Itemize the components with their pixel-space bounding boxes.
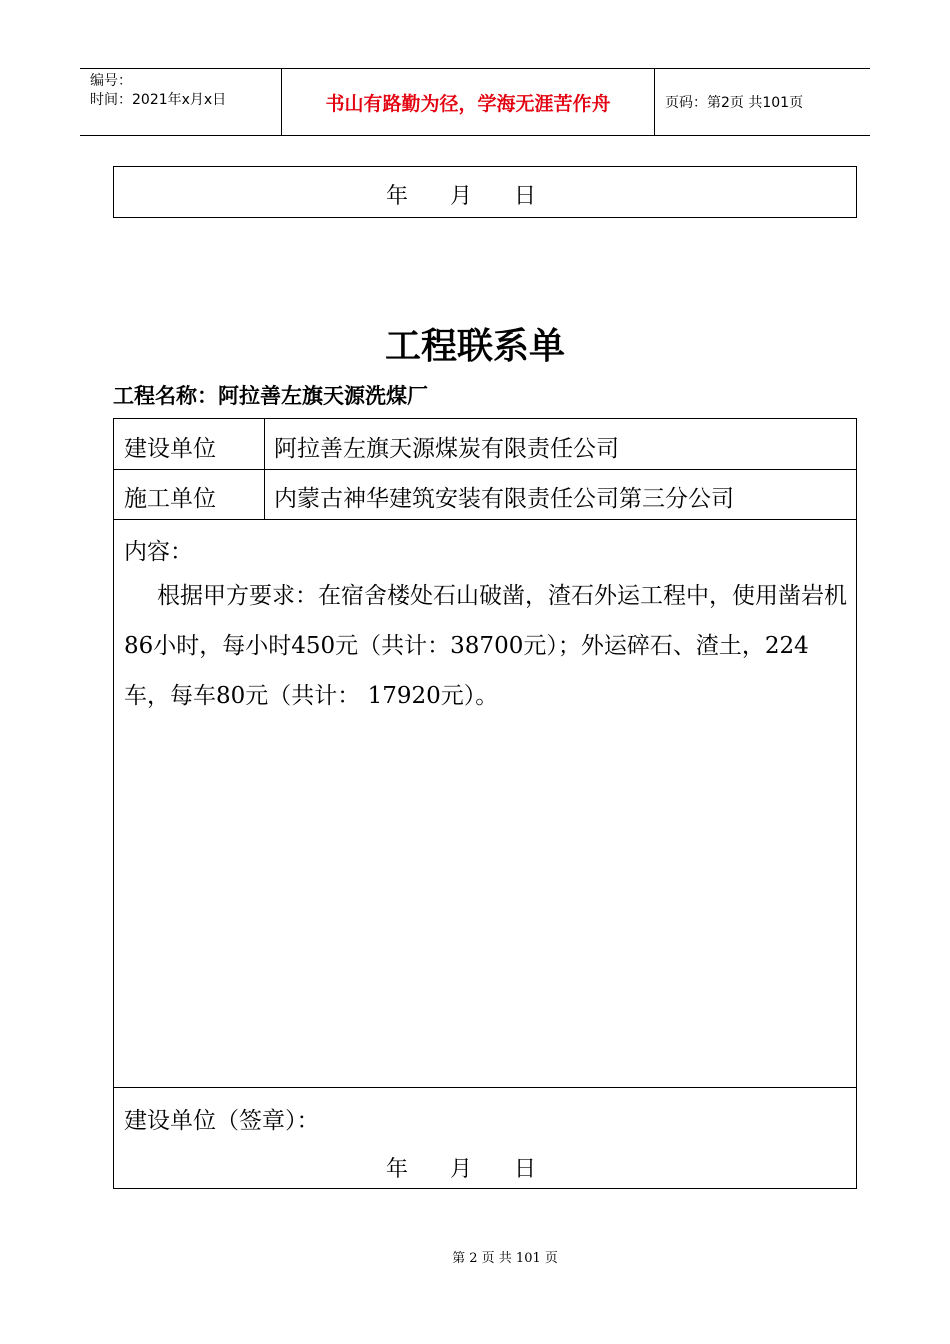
sign-date-day: 日 xyxy=(514,1157,537,1182)
top-date-box xyxy=(113,166,857,218)
date-year: 年 xyxy=(386,184,409,209)
document-time-label: 时间：2021年x月x日 xyxy=(90,92,227,108)
sign-date-month: 月 xyxy=(450,1157,473,1182)
page-header xyxy=(80,68,870,136)
header-page-info: 页码：第2页 共101页 xyxy=(665,95,804,111)
document-title: 工程联系单 xyxy=(384,326,565,367)
content-label: 内容： xyxy=(124,539,193,565)
project-name: 工程名称：阿拉善左旗天源洗煤厂 xyxy=(113,384,428,408)
date-month: 月 xyxy=(450,184,473,209)
row-divider xyxy=(114,469,856,470)
header-divider xyxy=(654,69,655,135)
contact-form-table xyxy=(113,418,857,1189)
contractor-unit-value: 内蒙古神华建筑安装有限责任公司第三分公司 xyxy=(274,486,734,512)
client-unit-value: 阿拉善左旗天源煤炭有限责任公司 xyxy=(274,436,619,462)
sign-date-year: 年 xyxy=(386,1157,409,1182)
header-meta xyxy=(90,72,226,110)
client-unit-label: 建设单位 xyxy=(124,436,216,462)
row-divider xyxy=(114,519,856,520)
contractor-unit-label: 施工单位 xyxy=(124,486,216,512)
page-footer: 第 2 页 共 101 页 xyxy=(452,1251,558,1266)
date-day: 日 xyxy=(514,184,537,209)
sign-label: 建设单位（签章）： xyxy=(124,1108,320,1134)
content-text: 根据甲方要求：在宿舍楼处石山破凿，渣石外运工程中，使用凿岩机86小时，每小时450元（共计：38700元）；外运碎石、渣土，224车，每车80元（共计： 17920元）。 xyxy=(124,583,847,709)
row-divider xyxy=(114,1087,856,1088)
header-motto: 书山有路勤为径，学海无涯苦作舟 xyxy=(325,92,611,115)
document-number-label: 编号： xyxy=(90,73,132,89)
